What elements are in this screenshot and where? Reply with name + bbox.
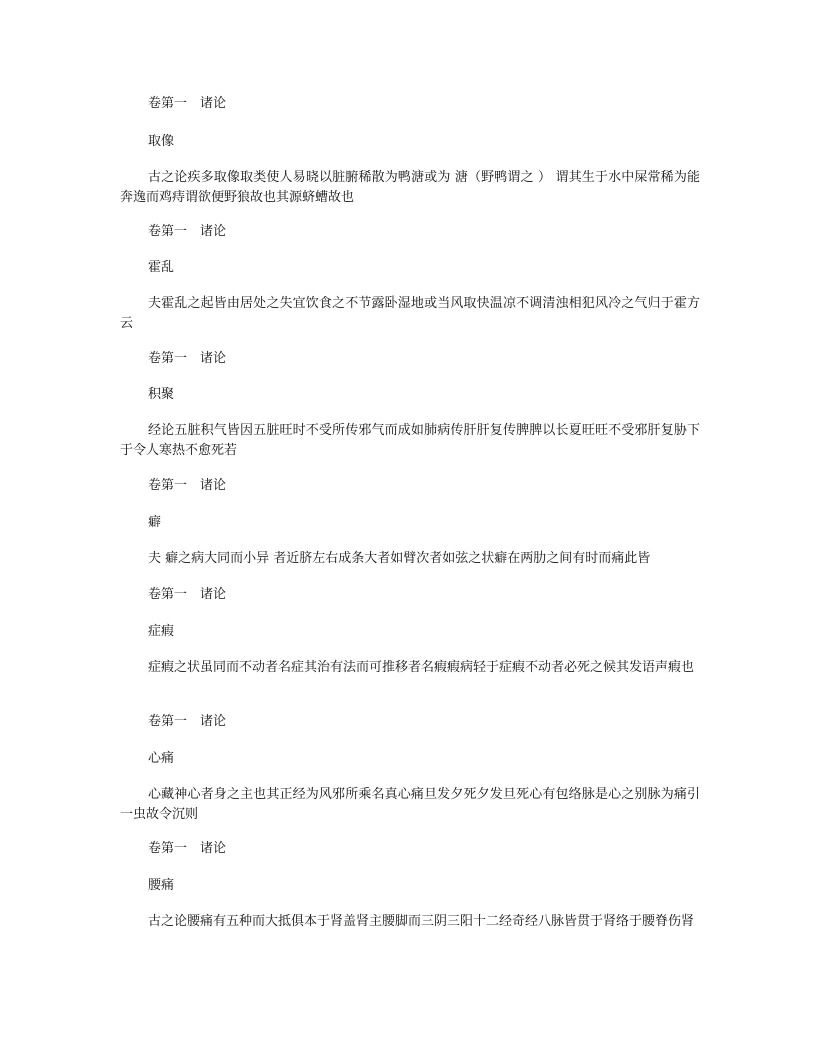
- section-body: 症瘕之状虽同而不动者名症其治有法而可推移者名瘕瘕病轻于症瘕不动者必死之候其发语声瘕也: [148, 660, 695, 675]
- section-title: 心痛: [148, 751, 175, 766]
- volume-heading: 卷第一 诸论: [148, 351, 227, 366]
- volume-heading: 卷第一 诸论: [148, 841, 227, 856]
- section-body: 古之论腰痛有五种而大抵俱本于肾盖肾主腰脚而三阴三阳十二经奇经八脉皆贯于肾络于腰脊伤肾: [148, 914, 695, 929]
- section-title: 积聚: [148, 387, 175, 402]
- section-body: 心藏神心者身之主也其正经为风邪所乘名真心痛旦发夕死夕发旦死心有包络脉是心之别脉为痛引一虫故令沉则: [120, 787, 700, 822]
- section-title: 腰痛: [148, 878, 175, 893]
- section-title: 霍乱: [148, 260, 175, 275]
- section-title: 取像: [148, 134, 175, 149]
- section-body: 古之论疾多取像取类使人易晓以脏腑稀散为鸭溏或为 溏（野鸭谓之 ） 谓其生于水中屎常稀为能奔逸而鸡痔谓欲便野狼故也其源蛴螬故也: [120, 170, 700, 205]
- volume-heading: 卷第一 诸论: [148, 224, 227, 239]
- volume-heading: 卷第一 诸论: [148, 96, 227, 111]
- volume-heading: 卷第一 诸论: [148, 478, 227, 493]
- section-body: 夫霍乱之起皆由居处之失宜饮食之不节露卧湿地或当风取快温凉不调清浊相犯风冷之气归于霍方云: [120, 296, 700, 331]
- section-title: 癖: [148, 515, 162, 530]
- section-body: 夫 癖之病大同而小异 者近脐左右成条大者如臂次者如弦之状癖在两肋之间有时而痛此皆: [148, 551, 651, 566]
- section-body: 经论五脏积气皆因五脏旺时不受所传邪气而成如肺病传肝肝复传脾脾以长夏旺旺不受邪肝复胁下于令人寒热不愈死若: [120, 423, 700, 458]
- volume-heading: 卷第一 诸论: [148, 587, 227, 602]
- volume-heading: 卷第一 诸论: [148, 714, 227, 729]
- section-title: 症瘕: [148, 624, 175, 639]
